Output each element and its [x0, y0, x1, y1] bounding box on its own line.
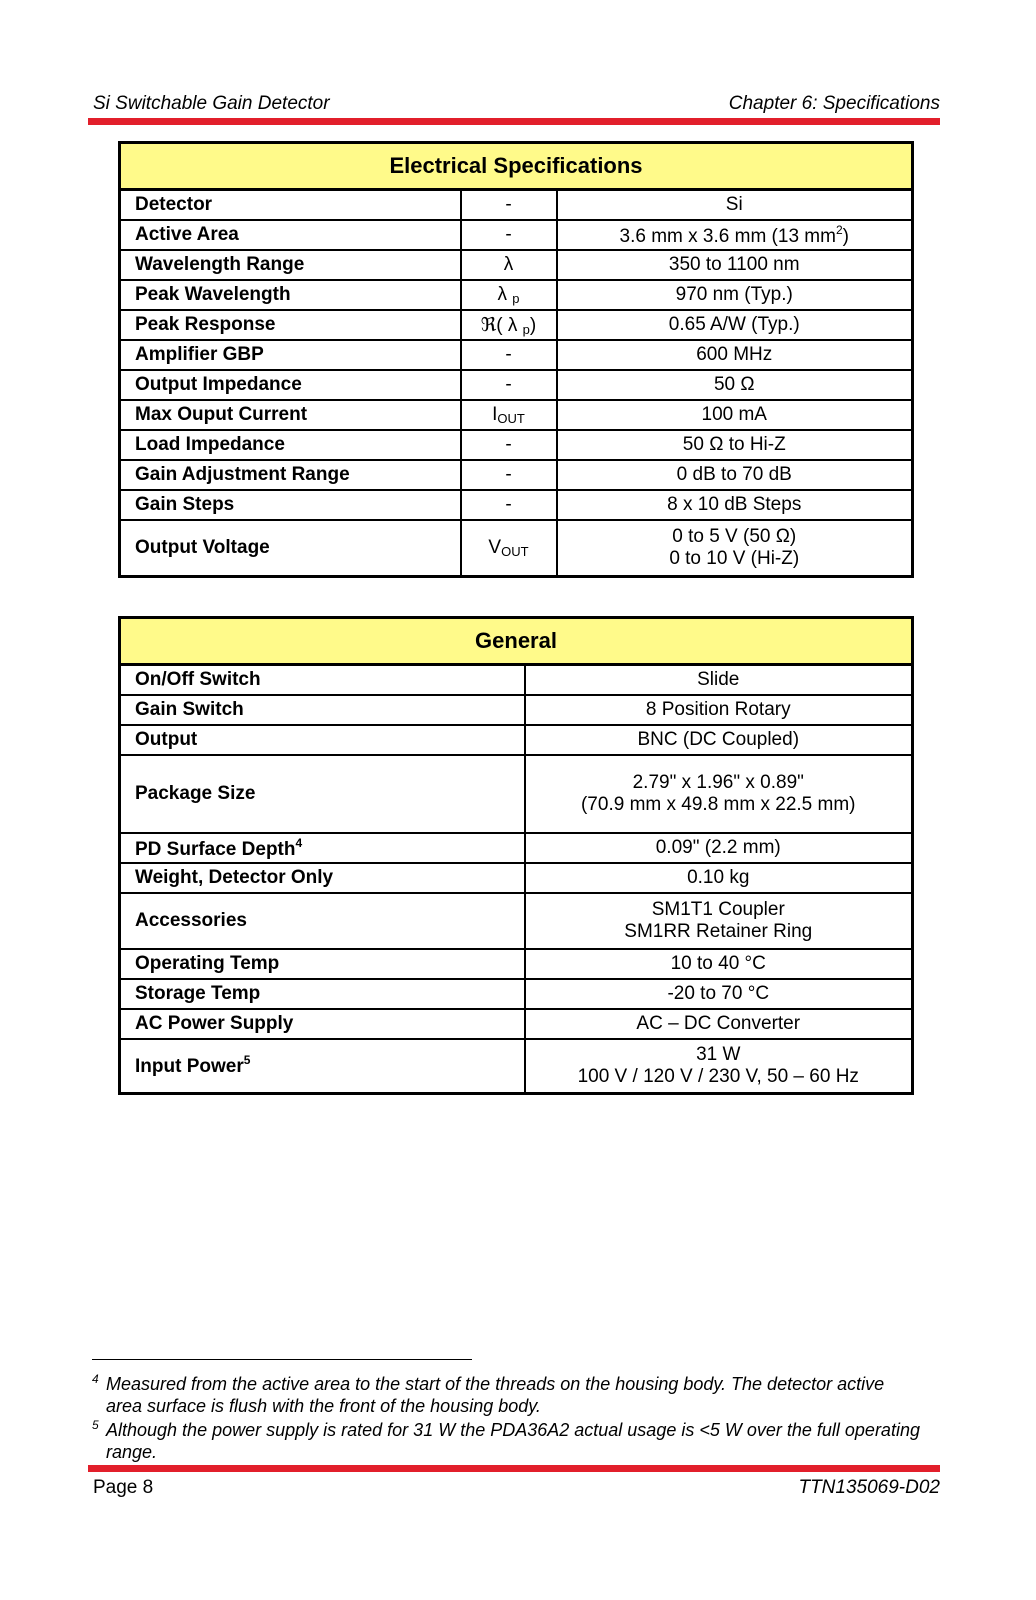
spec-label: Load Impedance: [120, 430, 461, 460]
spec-symbol: -: [461, 460, 557, 490]
running-header-title: Si Switchable Gain Detector: [93, 93, 330, 114]
spec-value-line1: SM1T1 Coupler: [651, 899, 785, 920]
spec-symbol: -: [461, 430, 557, 460]
table-row: [120, 665, 913, 696]
document-id: TTN135069-D02: [798, 1477, 940, 1498]
spec-value: 350 to 1100 nm: [557, 250, 913, 280]
header-rule: [88, 118, 940, 125]
footnote: [92, 1368, 922, 1417]
spec-value: 600 MHz: [557, 340, 913, 370]
spec-value: [557, 220, 913, 250]
spec-value-line1: 31 W: [696, 1043, 741, 1065]
table-row: [120, 280, 913, 310]
spec-value: 0.09" (2.2 mm): [525, 833, 913, 863]
table-row: [120, 863, 913, 893]
footnote-ref: 5: [243, 1053, 251, 1068]
spec-value: Slide: [525, 665, 913, 696]
footer-rule: [88, 1465, 940, 1472]
spec-label: Gain Steps: [120, 490, 461, 520]
spec-value-line2: 0 to 10 V (Hi-Z): [669, 547, 800, 569]
spec-label: Active Area: [120, 220, 461, 250]
general-specs-table: [118, 616, 914, 1095]
spec-label: Gain Adjustment Range: [120, 460, 461, 490]
spec-symbol: λ: [461, 250, 557, 280]
spec-value: 100 mA: [557, 400, 913, 430]
spec-value-line2: 100 V / 120 V / 230 V, 50 – 60 Hz: [577, 1065, 859, 1087]
footnote-number: 4: [92, 1372, 99, 1386]
spec-value: 50 Ω: [557, 370, 913, 400]
table-row: [120, 1009, 913, 1039]
running-header-chapter: Chapter 6: Specifications: [728, 93, 940, 114]
general-specs-title: General: [120, 618, 913, 665]
spec-symbol: [461, 400, 557, 430]
spec-value: 8 Position Rotary: [525, 695, 913, 725]
spec-label: Peak Wavelength: [120, 280, 461, 310]
spec-value: [525, 893, 913, 949]
spec-label: [120, 833, 525, 863]
footnote-text: Measured from the active area to the start of the threads on the housing body. The detector active area surface is flush with the front of the housing body.: [106, 1374, 885, 1416]
spec-label: Max Ouput Current: [120, 400, 461, 430]
spec-label: Weight, Detector Only: [120, 863, 525, 893]
table-row: [120, 250, 913, 280]
spec-label: On/Off Switch: [120, 665, 525, 696]
symbol-main: λ: [497, 284, 507, 305]
symbol-tail: ): [529, 314, 537, 336]
spec-label: Amplifier GBP: [120, 340, 461, 370]
spec-value: [525, 755, 913, 833]
spec-label-main: Input Power: [135, 1056, 244, 1078]
spec-label: [120, 1039, 525, 1093]
spec-value: [525, 1039, 913, 1093]
spec-symbol: [461, 310, 557, 340]
spec-value-tail: ): [842, 225, 849, 247]
spec-symbol: -: [461, 190, 557, 221]
symbol-subscript: OUT: [501, 543, 529, 559]
spec-label: Storage Temp: [120, 979, 525, 1009]
spec-value: -20 to 70 °C: [525, 979, 913, 1009]
table-row: [120, 460, 913, 490]
symbol-main: I: [492, 404, 498, 425]
spec-value: Si: [557, 190, 913, 221]
spec-value-main: 3.6 mm x 3.6 mm (13 mm: [619, 225, 836, 247]
symbol-main: V: [488, 536, 502, 558]
spec-symbol: -: [461, 340, 557, 370]
table-row: [120, 725, 913, 755]
table-row: [120, 949, 913, 979]
spec-value: 10 to 40 °C: [525, 949, 913, 979]
spec-label: Wavelength Range: [120, 250, 461, 280]
table-row: [120, 340, 913, 370]
table-row: [120, 490, 913, 520]
table-row: [120, 1039, 913, 1093]
table-row: [120, 893, 913, 949]
table-row: [120, 695, 913, 725]
spec-label: Accessories: [120, 893, 525, 949]
spec-symbol: -: [461, 490, 557, 520]
table-row: [120, 833, 913, 863]
table-row: [120, 520, 913, 576]
symbol-subscript: p: [522, 321, 530, 337]
spec-symbol: [461, 520, 557, 576]
table-row: [120, 370, 913, 400]
spec-label: Gain Switch: [120, 695, 525, 725]
spec-label: Output Voltage: [120, 520, 461, 576]
spec-value-line1: 2.79" x 1.96" x 0.89": [632, 772, 804, 793]
electrical-specs-title: Electrical Specifications: [120, 143, 913, 190]
symbol-subscript: OUT: [497, 411, 525, 426]
spec-label: Detector: [120, 190, 461, 221]
spec-value-line2: (70.9 mm x 49.8 mm x 22.5 mm): [580, 794, 856, 815]
table-row: [120, 310, 913, 340]
spec-label: AC Power Supply: [120, 1009, 525, 1039]
footnote-text: Although the power supply is rated for 31 W the PDA36A2 actual usage is <5 W over the full operating range.: [106, 1420, 920, 1462]
spec-label: Output Impedance: [120, 370, 461, 400]
spec-value: 0 dB to 70 dB: [557, 460, 913, 490]
spec-value: 0.65 A/W (Typ.): [557, 310, 913, 340]
spec-value-line1: 0 to 5 V (50 Ω): [672, 525, 797, 547]
spec-value: 50 Ω to Hi-Z: [557, 430, 913, 460]
footnote-number: 5: [92, 1418, 99, 1432]
page-number: Page 8: [93, 1477, 154, 1498]
spec-value: AC – DC Converter: [525, 1009, 913, 1039]
footnote: [92, 1414, 922, 1463]
spec-label: Peak Response: [120, 310, 461, 340]
spec-symbol: -: [461, 220, 557, 250]
spec-value: BNC (DC Coupled): [525, 725, 913, 755]
spec-label-main: PD Surface Depth: [135, 838, 296, 860]
spec-label: Output: [120, 725, 525, 755]
symbol-subscript: p: [512, 291, 520, 306]
symbol-main: ℜ( λ: [480, 314, 518, 336]
table-row: [120, 400, 913, 430]
spec-value: [557, 520, 913, 576]
spec-value: 970 nm (Typ.): [557, 280, 913, 310]
table-row: [120, 755, 913, 833]
table-row: [120, 979, 913, 1009]
spec-value: 8 x 10 dB Steps: [557, 490, 913, 520]
spec-value-line2: SM1RR Retainer Ring: [624, 921, 813, 942]
spec-label: Package Size: [120, 755, 525, 833]
footnote-separator: [92, 1359, 472, 1360]
electrical-specs-table: [118, 141, 914, 578]
spec-value-superscript: 2: [835, 222, 843, 237]
spec-label: Operating Temp: [120, 949, 525, 979]
table-row: [120, 220, 913, 250]
table-row: [120, 190, 913, 221]
table-row: [120, 430, 913, 460]
spec-value: 0.10 kg: [525, 863, 913, 893]
spec-symbol: -: [461, 370, 557, 400]
footnote-ref: 4: [295, 835, 303, 850]
spec-symbol: [461, 280, 557, 310]
